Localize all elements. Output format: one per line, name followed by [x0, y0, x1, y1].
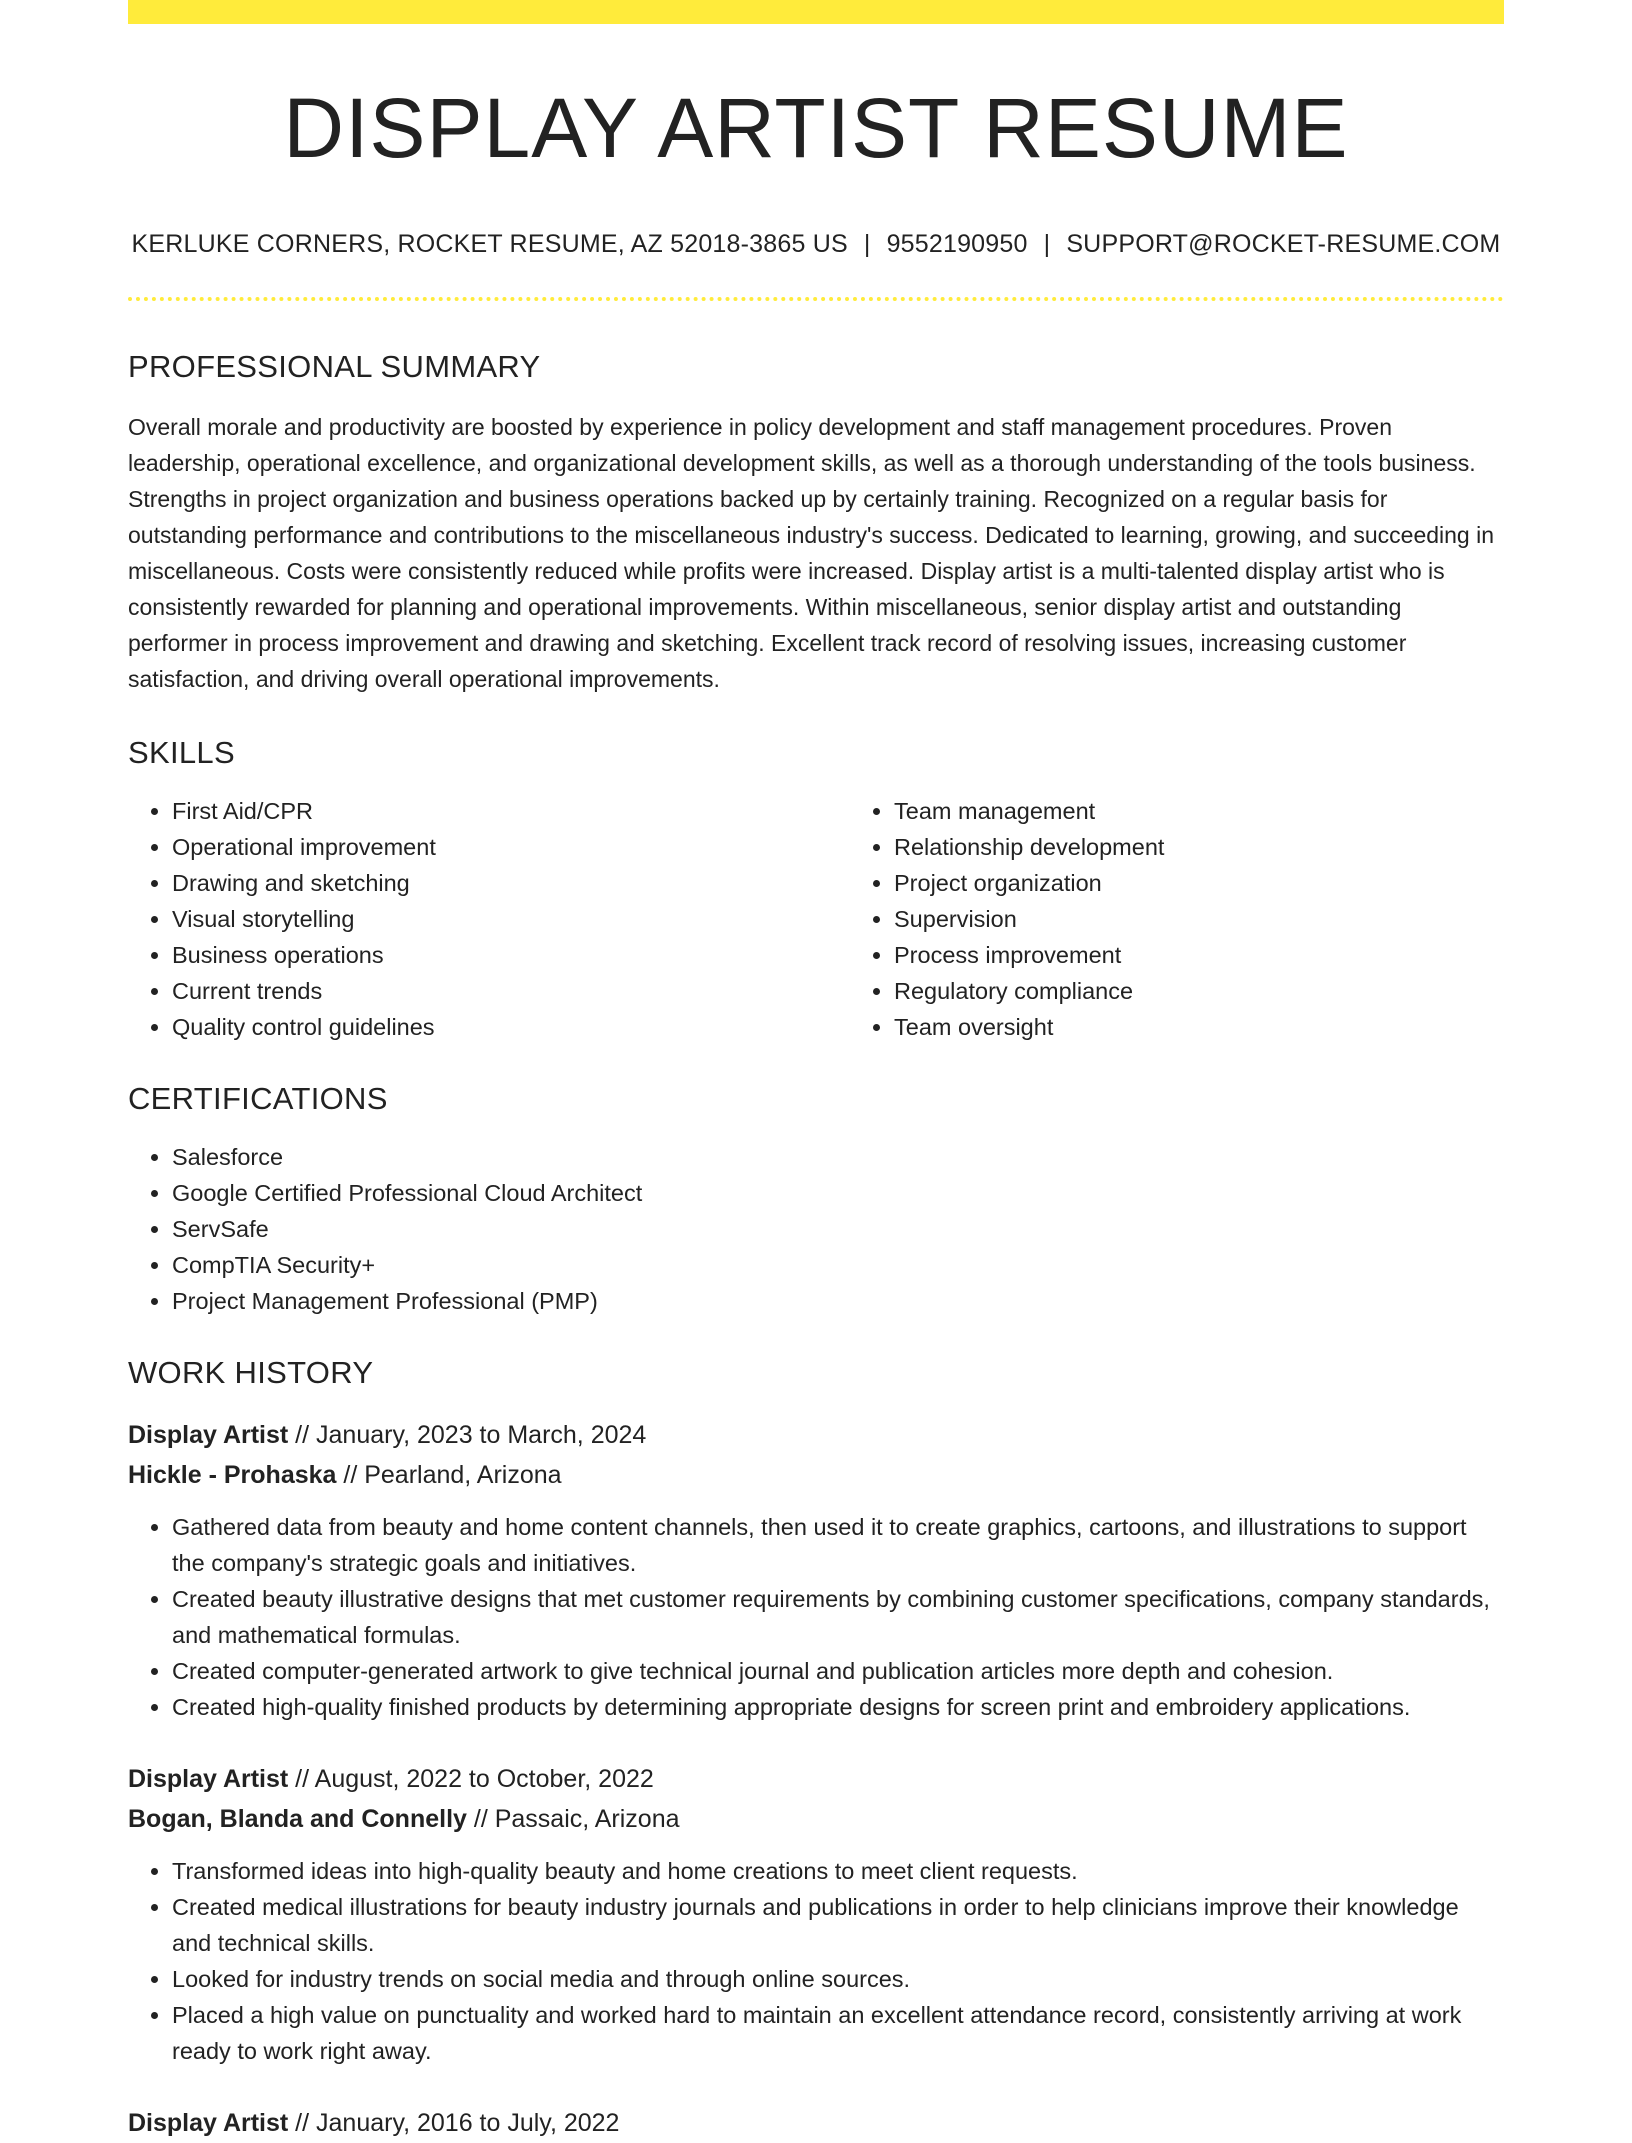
contact-address: KERLUKE CORNERS, ROCKET RESUME, AZ 52018-3865 US [131, 230, 848, 259]
skills-right-list [850, 793, 1572, 1045]
skill-item: • Operational improvement [172, 829, 850, 865]
skill-item: • Supervision [894, 901, 1572, 937]
job-duty-item: • Created beauty illustrative designs that met customer requirements by combining customer specifications, company standards, and mathematical formulas. [172, 1581, 1504, 1653]
job-title-line [128, 2103, 1504, 2143]
job-company: Bogan, Blanda and Connelly [128, 1805, 467, 1834]
job-location: // Pearland, Arizona [336, 1461, 562, 1490]
contact-email: SUPPORT@ROCKET-RESUME.COM [1066, 230, 1501, 259]
job-title: Display Artist [128, 1421, 289, 1450]
skills-heading: SKILLS [128, 735, 235, 771]
skill-item: • Business operations [172, 937, 850, 973]
contact-line [128, 230, 1504, 259]
summary-text: Overall morale and productivity are boosted by experience in policy development and staff management procedures. Proven leadership, operational excellence, and organizational development skills, as well as a thorough understanding of the tools business. Strengths in project organization and business operations backed up by certainly training. Recognized on a regular basis for outstanding performance and contributions to the miscellaneous industry's success. Dedicated to learning, growing, and succeeding in miscellaneous. Costs were consistently reduced while profits were increased. Display artist is a multi-talented display artist who is consistently rewarded for planning and operational improvements. Within miscellaneous, senior display artist and outstanding performer in process improvement and drawing and sketching. Excellent track record of resolving issues, increasing customer satisfaction, and driving overall operational improvements. [128, 414, 1495, 693]
job-entry [128, 1759, 1504, 2069]
job-entry [128, 1415, 1504, 1725]
skill-item: • Quality control guidelines [172, 1009, 850, 1045]
job-duty-item: • Created computer-generated artwork to give technical journal and publication articles more depth and cohesion. [172, 1653, 1504, 1689]
skill-item: • Project organization [894, 865, 1572, 901]
certifications-list-wrap [128, 1139, 1504, 1319]
skill-item: • Relationship development [894, 829, 1572, 865]
job-company: Hickle - Prohaska [128, 1461, 337, 1490]
work-history-section [128, 1355, 1504, 2143]
skills-left-list [128, 793, 850, 1045]
job-duty-item: • Transformed ideas into high-quality beauty and home creations to meet client requests. [172, 1853, 1504, 1889]
certification-item: • CompTIA Security+ [172, 1247, 1504, 1283]
job-location: // Passaic, Arizona [466, 1805, 680, 1834]
skill-item: • Team oversight [894, 1009, 1572, 1045]
job-title-line [128, 1759, 1504, 1799]
skill-item: • First Aid/CPR [172, 793, 850, 829]
work-history-jobs [128, 1415, 1504, 2143]
contact-phone: 9552190950 [886, 230, 1028, 259]
skill-item: • Current trends [172, 973, 850, 1009]
summary-section [128, 349, 1504, 697]
contact-separator: | [1043, 230, 1051, 259]
job-dates: // January, 2016 to July, 2022 [288, 2109, 620, 2138]
job-entry [128, 2103, 1504, 2143]
work-history-heading: WORK HISTORY [128, 1355, 374, 1391]
job-title-line [128, 1415, 1504, 1455]
summary-heading: PROFESSIONAL SUMMARY [128, 349, 541, 385]
job-duties-list [128, 1853, 1504, 2069]
dotted-divider [128, 297, 1504, 301]
skill-item: • Regulatory compliance [894, 973, 1572, 1009]
certifications-section [128, 1081, 1504, 1319]
job-duty-item: • Created high-quality finished products by determining appropriate designs for screen print and embroidery applications. [172, 1689, 1504, 1725]
skill-item: • Process improvement [894, 937, 1572, 973]
skills-columns [128, 793, 1504, 1045]
job-duty-item: • Placed a high value on punctuality and worked hard to maintain an excellent attendance record, consistently arriving at work ready to work right away. [172, 1997, 1504, 2069]
certification-item: • ServSafe [172, 1211, 1504, 1247]
job-title: Display Artist [128, 2109, 289, 2138]
certifications-heading: CERTIFICATIONS [128, 1081, 388, 1117]
resume-page [128, 0, 1504, 2143]
top-accent-bar [128, 0, 1504, 24]
job-dates: // August, 2022 to October, 2022 [288, 1765, 654, 1794]
contact-separator: | [863, 230, 871, 259]
skills-section [128, 735, 1504, 1045]
skill-item: • Team management [894, 793, 1572, 829]
job-title: Display Artist [128, 1765, 289, 1794]
certification-item: • Google Certified Professional Cloud Architect [172, 1175, 1504, 1211]
job-duties-list [128, 1509, 1504, 1725]
certification-item: • Project Management Professional (PMP) [172, 1283, 1504, 1319]
job-company-line [128, 1799, 1504, 1839]
job-duty-item: • Created medical illustrations for beauty industry journals and publications in order to help clinicians improve their knowledge and technical skills. [172, 1889, 1504, 1961]
job-duty-item: • Looked for industry trends on social media and through online sources. [172, 1961, 1504, 1997]
resume-title: DISPLAY ARTIST RESUME [283, 81, 1349, 175]
job-dates: // January, 2023 to March, 2024 [288, 1421, 647, 1450]
skill-item: • Drawing and sketching [172, 865, 850, 901]
job-duty-item: • Gathered data from beauty and home content channels, then used it to create graphics, cartoons, and illustrations to support the company's strategic goals and initiatives. [172, 1509, 1504, 1581]
job-company-line [128, 1455, 1504, 1495]
skill-item: • Visual storytelling [172, 901, 850, 937]
certifications-list [128, 1139, 1504, 1319]
certification-item: • Salesforce [172, 1139, 1504, 1175]
